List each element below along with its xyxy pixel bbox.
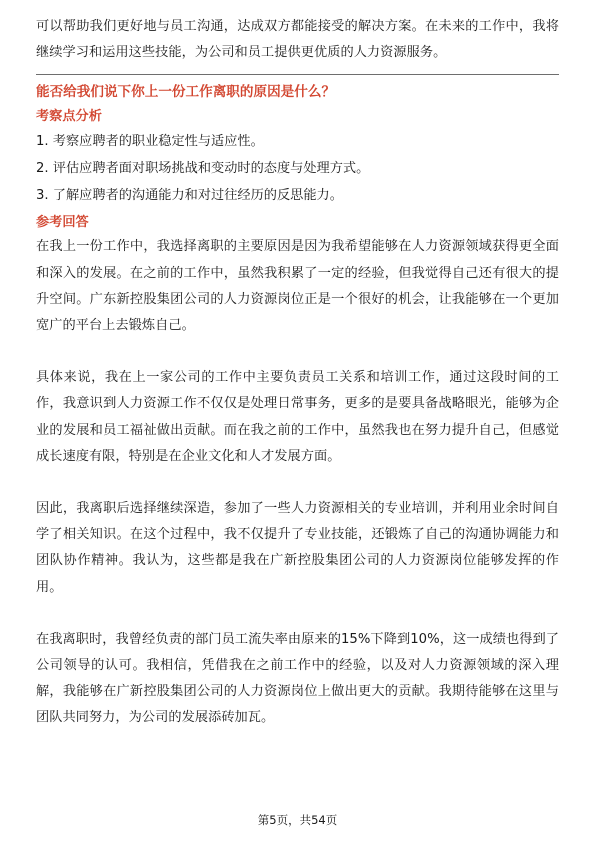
- section-divider: [36, 74, 559, 75]
- answer-title: 参考回答: [36, 215, 89, 231]
- analysis-point: 1. 考察应聘者的职业稳定性与适应性。: [36, 134, 264, 150]
- answer-paragraph: 在我上一份工作中，我选择离职的主要原因是因为我希望能够在人力资源领域获得更全面和深入的发展。在之前的工作中，虽然我积累了一定的经验，但我觉得自己还有很大的提升空间。广东新控股集团公司的人力资源岗位正是一个很好的机会，让我能够在一个更加宽广的平台上去锻炼自己。: [36, 239, 559, 334]
- intro-paragraph: 可以帮助我们更好地与员工沟通，达成双方都能接受的解决方案。在未来的工作中，我将继续学习和运用这些技能，为公司和员工提供更优质的人力资源服务。: [36, 19, 559, 61]
- analysis-point: 2. 评估应聘者面对职场挑战和变动时的态度与处理方式。: [36, 161, 370, 177]
- document-page: [36, 14, 559, 732]
- paragraph-gap: [36, 601, 559, 627]
- answer-paragraph: 具体来说，我在上一家公司的工作中主要负责员工关系和培训工作，通过这段时间的工作，我意识到人力资源工作不仅仅是处理日常事务，更多的是要具备战略眼光，能够为企业的发展和员工福祉做出贡献。而在我之前的工作中，虽然我也在努力提升自己，但感觉成长速度有限，特别是在企业文化和人才发展方面。: [36, 370, 559, 464]
- paragraph-gap: [36, 470, 559, 496]
- interview-question: 能否给我们说下你上一份工作离职的原因是什么？: [36, 84, 336, 101]
- analysis-title: 考察点分析: [36, 109, 102, 125]
- page-number-footer: 第5页，共54页: [257, 813, 338, 827]
- analysis-point: 3. 了解应聘者的沟通能力和对过往经历的反思能力。: [36, 188, 343, 204]
- paragraph-gap: [36, 339, 559, 365]
- answer-paragraph: 因此，我离职后选择继续深造，参加了一些人力资源相关的专业培训，并利用业余时间自学了相关知识。在这个过程中，我不仅提升了专业技能，还锻炼了自己的沟通协调能力和团队协作精神。我认为，这些都是我在广新控股集团公司的人力资源岗位能够发挥的作用。: [36, 501, 559, 595]
- answer-paragraph: 在我离职时，我曾经负责的部门员工流失率由原来的15%下降到10%，这一成绩也得到了公司领导的认可。我相信，凭借我在之前工作中的经验，以及对人力资源领域的深入理解，我能够在广新控股集团公司的人力资源岗位上做出更大的贡献。我期待能够在这里与团队共同努力，为公司的发展添砖加瓦。: [36, 631, 559, 726]
